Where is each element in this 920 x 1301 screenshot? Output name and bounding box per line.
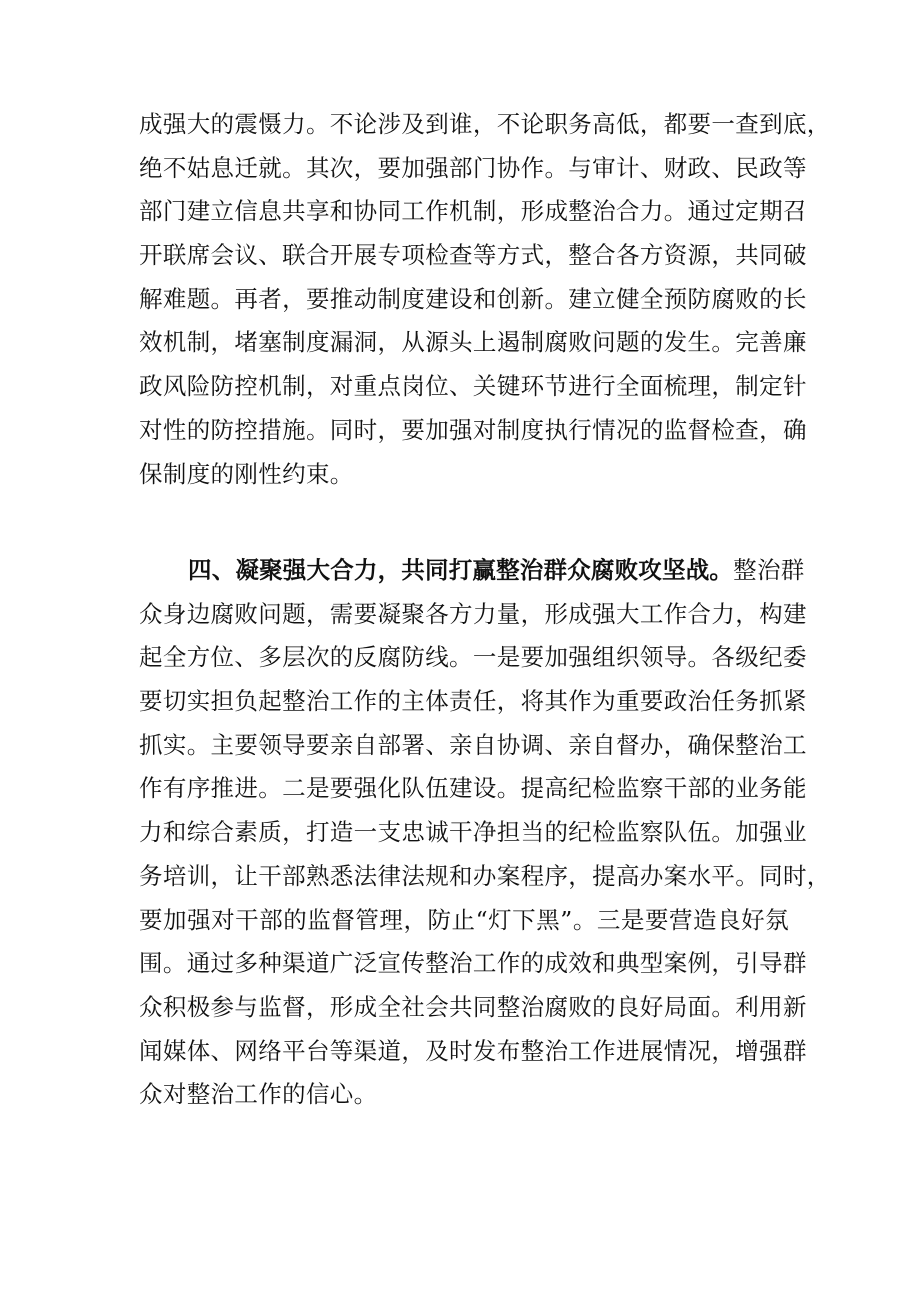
section-four-first-line [139,549,805,593]
paragraph-line: 效机制，堵塞制度漏洞，从源头上遏制腐败问题的发生。完善廉 [139,328,807,357]
paragraph-line: 要切实担负起整治工作的主体责任，将其作为重要政治任务抓紧 [139,687,807,716]
paragraph-line: 闻媒体、网络平台等渠道，及时发布整治工作进展情况，增强群 [139,1036,807,1065]
paragraph-line: 务培训，让干部熟悉法律法规和办案程序，提高办案水平。同时， [139,861,831,890]
paragraph-line: 作有序推进。二是要强化队伍建设。提高纪检监察干部的业务能 [139,774,807,803]
paragraph-line: 政风险防控机制，对重点岗位、关键环节进行全面梳理，制定针 [139,372,807,401]
paragraph-line: 部门建立信息共享和协同工作机制，形成整治合力。通过定期召 [139,197,807,226]
paragraph-line: 众积极参与监督，形成全社会共同整治腐败的良好局面。利用新 [139,992,807,1021]
paragraph-line: 抓实。主要领导要亲自部署、亲自协调、亲自督办，确保整治工 [139,730,807,759]
paragraph-line: 解难题。再者，要推动制度建设和创新。建立健全预防腐败的长 [139,284,807,313]
paragraph-line: 绝不姑息迁就。其次，要加强部门协作。与审计、财政、民政等 [139,153,807,182]
paragraph-line: 力和综合素质，打造一支忠诚干净担当的纪检监察队伍。加强业 [139,818,807,847]
paragraph-line: 众身边腐败问题，需要凝聚各方力量，形成强大工作合力，构建 [139,599,807,628]
paragraph-line: 围。通过多种渠道广泛宣传整治工作的成效和典型案例，引导群 [139,949,807,978]
paragraph-line: 开联席会议、联合开展专项检查等方式，整合各方资源，共同破 [139,241,807,270]
paragraph-line: 成强大的震慑力。不论涉及到谁，不论职务高低，都要一查到底， [139,110,831,138]
paragraph-line: 对性的防控措施。同时，要加强对制度执行情况的监督检查，确 [139,415,807,444]
paragraph-continued [139,103,831,496]
paragraph-line: 要加强对干部的监督管理，防止“灯下黑”。三是要营造良好氛 [139,905,789,934]
section-four-heading: 四、凝聚强大合力，共同打赢整治群众腐败攻坚战。 [188,556,734,584]
section-four-first-line-rest: 整治群 [733,556,805,584]
paragraph-line: 起全方位、多层次的反腐防线。一是要加强组织领导。各级纪委 [139,643,807,672]
section-four-paragraph [139,549,831,1117]
paragraph-last-line: 保制度的刚性约束。 [139,459,354,488]
paragraph-last-line: 众对整治工作的信心。 [139,1080,378,1109]
